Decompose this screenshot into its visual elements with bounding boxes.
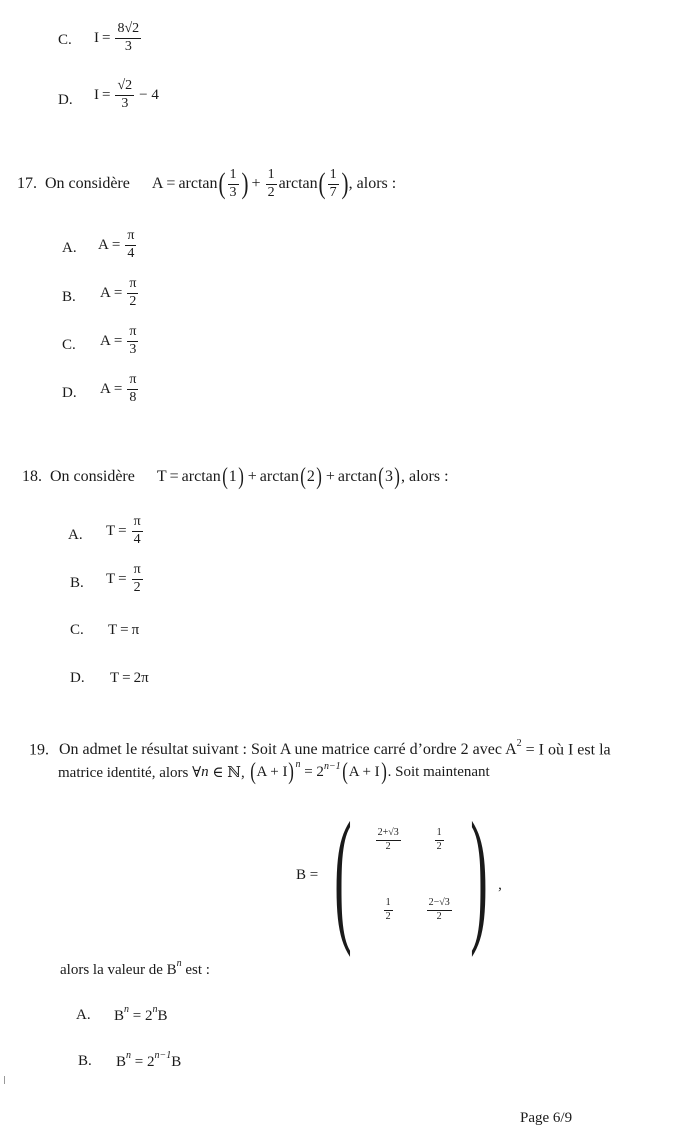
option-d-prev[interactable] (58, 92, 73, 109)
formula-lhs: I (94, 29, 99, 46)
q17-option-a[interactable] (62, 240, 77, 257)
question-19-line-1: 19. On admet le résultat suivant : Soit A une matrice carré d’ordre 2 avec $A^2 = I$ où I est la (29, 738, 611, 759)
arctan-function: arctan (337, 468, 377, 485)
scan-mark (4, 1076, 5, 1084)
left-paren: ( (334, 792, 352, 958)
q19-option-a[interactable] (76, 1007, 91, 1024)
q17-option-a-formula: A = $\frac{\pi}{4}$ (98, 228, 135, 261)
option-letter: C. (70, 622, 84, 638)
page-number: Page 6/9 (520, 1110, 573, 1126)
matrix-entry-21: $\frac{1}{2}$ (385, 897, 391, 922)
fraction: $\frac{\pi}{8}$ (129, 372, 137, 405)
q17-option-b[interactable] (62, 289, 76, 306)
equals-sign: = (102, 86, 111, 103)
question-number: 18. (22, 468, 42, 485)
q17-option-c-formula: A = $\frac{\pi}{3}$ (100, 324, 137, 357)
option-letter: B. (70, 575, 84, 591)
q19-option-a-formula: $B^n = 2^nB$ (114, 1004, 168, 1024)
matrix-entry-12: $\frac{1}{2}$ (436, 827, 442, 852)
question-19-line-2: matrice identité, alors ∀ n ∈ ℕ, ( A + I ) n = 2 n−1 ( A + I ) . Soit maintenant (58, 758, 490, 785)
question-intro: On considère (45, 175, 130, 193)
option-letter: D. (62, 385, 77, 401)
question-17-header: 17. On considère A = arctan ( $\frac{1}{3}$ ) + $\frac{1}{2}$ arctan ( $\frac{1}{7}$ ) , alors : (17, 167, 397, 201)
matrix-entry-22: $\frac{2-√3}{2}$ (428, 897, 450, 922)
q18-option-d[interactable] (70, 670, 85, 687)
fraction: $\frac{\pi}{4}$ (133, 514, 141, 547)
arctan-function: arctan (278, 175, 318, 193)
option-c-prev[interactable] (58, 32, 72, 49)
question-number: 19. (29, 741, 49, 759)
option-letter: D. (58, 92, 73, 108)
q18-option-b[interactable] (70, 575, 84, 592)
question-intro: On considère (50, 468, 135, 485)
option-letter: A. (68, 527, 83, 543)
fraction: $\frac{\pi}{2}$ (129, 276, 137, 309)
question-18-header: 18. On considère T = arctan ( 1 ) + arctan ( 2 ) + arctan ( 3 ) , alors : (22, 464, 449, 490)
q17-option-b-formula: A = $\frac{\pi}{2}$ (100, 276, 137, 309)
right-paren: ) (470, 792, 488, 958)
formula-tail: − 4 (139, 86, 159, 103)
option-letter: B. (62, 289, 76, 305)
q18-option-b-formula: T = $\frac{\pi}{2}$ (106, 562, 141, 595)
fraction: $\frac{\pi}{3}$ (129, 324, 137, 357)
q19-option-b-formula: $B^n = 2^{n-1}B$ (116, 1050, 182, 1070)
question-19-prompt: alors la valeur de $B^n$ est : (60, 958, 210, 978)
fraction: $\frac{\pi}{4}$ (127, 228, 135, 261)
matrix-grid (360, 805, 462, 945)
arctan-function: arctan (181, 468, 221, 485)
matrix-entry-11: $\frac{2+√3}{2}$ (377, 827, 399, 852)
option-letter: B. (78, 1053, 92, 1069)
q18-option-a-formula: T = $\frac{\pi}{4}$ (106, 514, 141, 547)
formula-lhs: I (94, 86, 99, 103)
fraction: $\frac{1}{2}$ (267, 167, 275, 200)
q17-option-c[interactable] (62, 337, 76, 354)
q19-option-b[interactable] (78, 1053, 92, 1070)
fraction: $\frac{1}{3}$ (229, 167, 237, 200)
option-letter: C. (58, 32, 72, 48)
q17-option-d-formula: A = $\frac{\pi}{8}$ (100, 372, 137, 405)
option-letter: D. (70, 670, 85, 686)
fraction: $\frac{√2}{3}$ (117, 78, 133, 111)
option-c-prev-formula (94, 22, 143, 54)
q18-option-d-formula: T = 2π (110, 670, 149, 686)
option-d-prev-formula (94, 79, 159, 111)
question-number: 17. (17, 175, 37, 193)
option-letter: A. (62, 240, 77, 256)
matrix-lhs: B = (296, 866, 319, 883)
matrix-b: B = ( $\frac{2+√3}{2}$ $\frac{1}{2}$ $\frac{1}{2}$ $\frac{2-√3}{2}$ ) , (296, 792, 502, 958)
fraction: $\frac{8√2}{3}$ (117, 21, 140, 54)
arctan-function: arctan (259, 468, 299, 485)
q18-option-c[interactable] (70, 622, 84, 639)
arctan-function: arctan (178, 175, 218, 193)
fraction: $\frac{1}{7}$ (329, 167, 337, 200)
option-letter: C. (62, 337, 76, 353)
fraction: $\frac{\pi}{2}$ (133, 562, 141, 595)
option-letter: A. (76, 1007, 91, 1023)
equals-sign: = (102, 29, 111, 46)
q18-option-a[interactable] (68, 527, 83, 544)
q17-option-d[interactable] (62, 385, 77, 402)
q18-option-c-formula: T = π (108, 622, 140, 638)
